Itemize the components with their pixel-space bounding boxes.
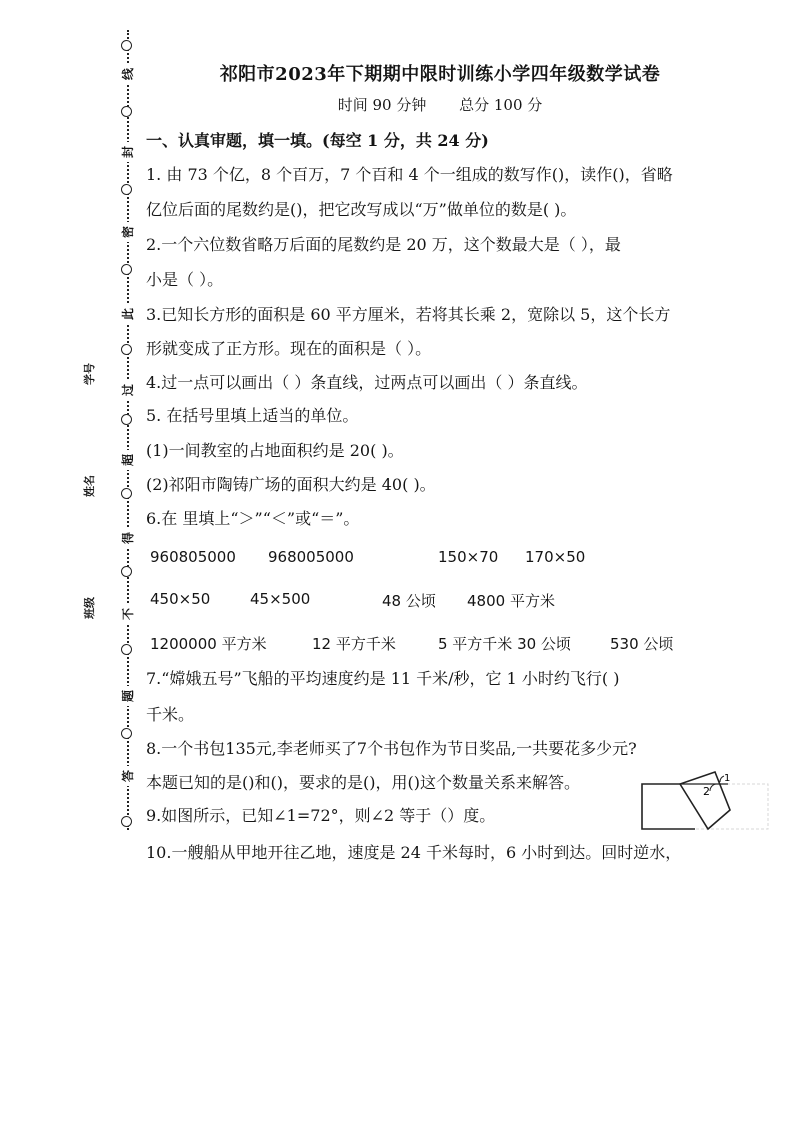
question-10: 10.一艘船从甲地开往乙地，速度是 24 千米每时，6 小时到达。回时逆水， xyxy=(146,843,682,862)
compare-item: 530 公顷 xyxy=(610,635,674,653)
seal-circle xyxy=(121,40,132,51)
exam-info xyxy=(150,94,730,115)
angle-1-label: 1 xyxy=(724,773,731,784)
student-id-label: 学号 xyxy=(83,363,96,385)
seal-char: 答 xyxy=(118,766,138,786)
seal-char: 不 xyxy=(118,604,138,624)
exam-title: 祁阳市2023年下期期中限时训练小学四年级数学试卷 xyxy=(219,64,661,85)
section-heading: 一、认真审题，填一填。(每空 1 分，共 24 分) xyxy=(146,131,489,150)
seal-circle xyxy=(121,344,132,355)
question-5-part-2: (2)祁阳市陶铸广场的面积大约是 40( )。 xyxy=(146,475,436,494)
question-6: 6.在 里填上“＞”“＜”或“＝”。 xyxy=(146,509,360,528)
exam-score: 总分 100 分 xyxy=(459,96,543,114)
question-1-line-1: 1. 由 73 个亿，8 个百万，7 个百和 4 个一组成的数写作()，读作()，省略 xyxy=(146,165,673,184)
seal-char: 超 xyxy=(118,450,138,470)
compare-item: 5 平方千米 30 公顷 xyxy=(438,635,571,653)
seal-char: 密 xyxy=(118,222,138,242)
student-name-label: 姓名 xyxy=(83,475,96,497)
seal-circle xyxy=(121,566,132,577)
question-5: 5. 在括号里填上适当的单位。 xyxy=(146,406,359,425)
seal-circle xyxy=(121,644,132,655)
compare-item: 968005000 xyxy=(268,548,354,566)
seal-circle xyxy=(121,728,132,739)
question-2-line-2: 小是（ ）。 xyxy=(146,270,224,289)
seal-circle xyxy=(121,816,132,827)
seal-char: 过 xyxy=(118,380,138,400)
question-8-line-1: 8.一个书包135元,李老师买了7个书包作为节日奖品,一共要花多少元? xyxy=(146,739,637,758)
angle-2-arc xyxy=(710,784,716,791)
question-3-line-1: 3.已知长方形的面积是 60 平方厘米，若将其长乘 2，宽除以 5，这个长方 xyxy=(146,305,671,324)
seal-char: 题 xyxy=(118,686,138,706)
seal-circle xyxy=(121,414,132,425)
seal-char: 线 xyxy=(118,64,138,84)
compare-item: 12 平方千米 xyxy=(312,635,396,653)
question-8-line-2: 本题已知的是()和()，要求的是()，用()这个数量关系来解答。 xyxy=(146,773,580,792)
seal-char: 得 xyxy=(118,528,138,548)
question-9: 9.如图所示，已知∠1=72°，则∠2 等于（）度。 xyxy=(146,806,496,825)
compare-item: 960805000 xyxy=(150,548,236,566)
rectangle-edge xyxy=(642,784,695,829)
angle-2-label: 2 xyxy=(703,785,710,798)
compare-item: 170×50 xyxy=(525,548,586,566)
class-label: 班级 xyxy=(83,597,96,619)
exam-time: 时间 90 分钟 xyxy=(337,96,427,114)
compare-item: 1200000 平方米 xyxy=(150,635,267,653)
seal-circle xyxy=(121,488,132,499)
question-4: 4.过一点可以画出（ ）条直线，过两点可以画出（ ）条直线。 xyxy=(146,373,588,392)
seal-char: 封 xyxy=(118,142,138,162)
compare-item: 4800 平方米 xyxy=(467,592,555,610)
seal-circle xyxy=(121,264,132,275)
question-7-line-2: 千米。 xyxy=(146,705,195,724)
question-2-line-1: 2.一个六位数省略万后面的尾数约是 20 万，这个数最大是（ ），最 xyxy=(146,235,621,254)
compare-item: 48 公顷 xyxy=(382,592,436,610)
question-7-line-1: 7.“嫦娥五号”飞船的平均速度约是 11 千米/秒，它 1 小时约飞行( ) xyxy=(146,669,620,688)
compare-item: 45×500 xyxy=(250,590,311,608)
seal-circle xyxy=(121,184,132,195)
question-3-line-2: 形就变成了正方形。现在的面积是（ ）。 xyxy=(146,339,432,358)
seal-circle xyxy=(121,106,132,117)
folded-flap xyxy=(680,772,730,829)
question-1-line-2: 亿位后面的尾数约是()，把它改写成以“万”做单位的数是( )。 xyxy=(146,200,577,219)
compare-item: 150×70 xyxy=(438,548,499,566)
compare-item: 450×50 xyxy=(150,590,211,608)
folded-rectangle-figure xyxy=(640,770,770,832)
seal-char: 此 xyxy=(118,304,138,324)
question-5-part-1: (1)一间教室的占地面积约是 20( )。 xyxy=(146,441,404,460)
